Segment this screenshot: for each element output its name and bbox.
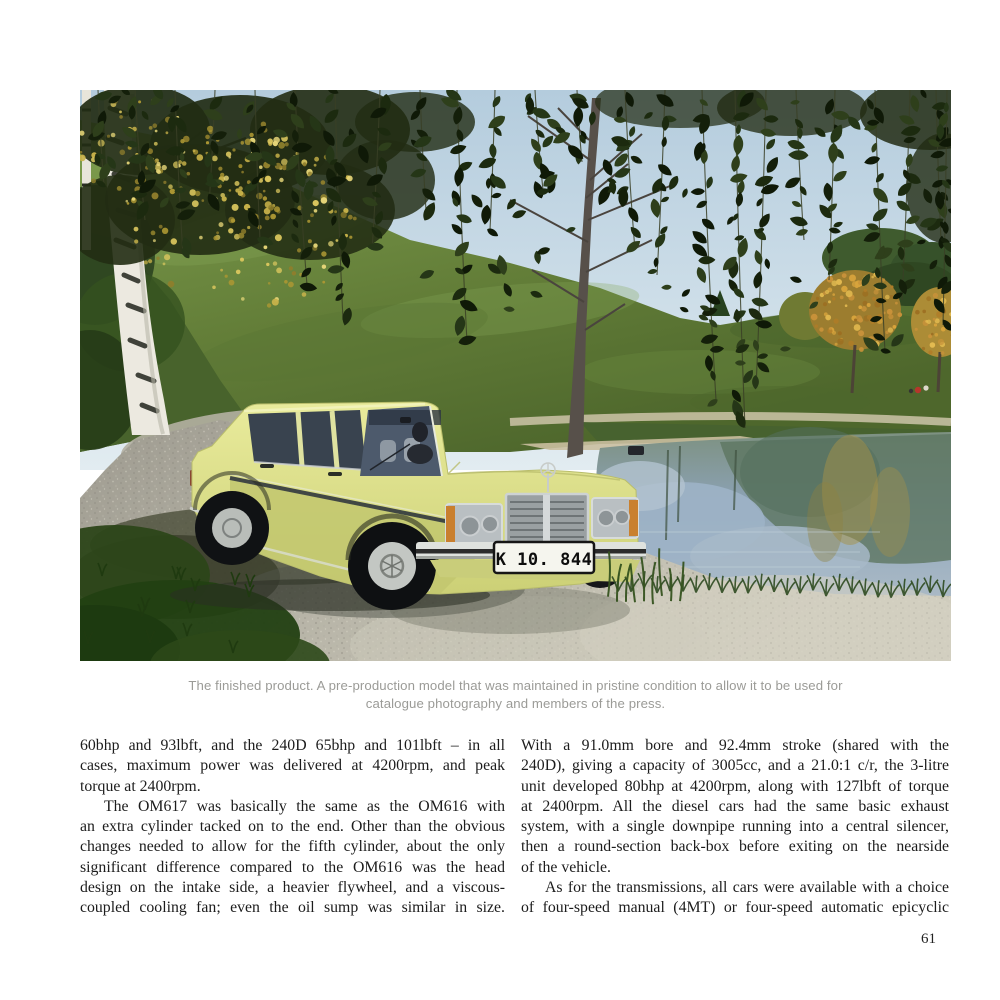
text-line: The OM617 was basically the same as the OM616 with (104, 797, 505, 815)
text-line: significant difference compared to the OM616 was the head (80, 858, 505, 876)
text-line: 60bhp and 93lbft, and the 240D 65bhp and 101lbft – in all (80, 737, 505, 754)
text-line: unit developed 80bhp at 4200rpm, along with 127lbft of torque (521, 777, 949, 795)
front-grille (506, 494, 588, 544)
caption-line: The finished product. A pre-production model that was maintained in pristine condition to allow it to be used for (188, 678, 843, 693)
side-windows (248, 410, 366, 470)
body-text-left-column (80, 736, 505, 919)
license-plate-text: K 10. 844 (495, 550, 593, 570)
driver-silhouette (412, 422, 428, 442)
text-line: 240D), giving a capacity of 3005cc, and a 21.0:1 c/r, the 3-litre (521, 757, 949, 775)
text-line: system, with a single downpipe running into a central silencer, (521, 818, 949, 836)
front-wheel (348, 522, 436, 610)
text-line: at 2400rpm. All the diesel cars had the same basic exhaust (521, 797, 949, 815)
caption-line: catalogue photography and members of the press. (365, 695, 666, 711)
text-line: cases, maximum power was delivered at 4200rpm, and peak (80, 757, 505, 775)
text-line: With a 91.0mm bore and 92.4mm stroke (shared with the (521, 737, 949, 754)
text-line: of four-speed manual (4MT) or four-speed automatic epicyclic (521, 899, 949, 917)
text-line: changes needed to allow for the fifth cylinder, about the only (80, 838, 505, 856)
text-line: of the vehicle. (521, 858, 611, 876)
rear-wheel (195, 491, 269, 565)
body-text-right-column (521, 736, 949, 919)
photo-illustration (80, 90, 951, 661)
lakeside-car-photo (80, 90, 951, 661)
headlight-left (446, 504, 502, 546)
text-line: coupled cooling fan; even the oil sump was similar in size. (80, 899, 505, 917)
door-mirror (628, 446, 644, 455)
license-plate (494, 542, 594, 573)
text-line: then a round-section back-box before exiting on the nearside (521, 838, 949, 856)
text-line: design on the intake side, a heavier flywheel, and a viscous- (80, 879, 505, 897)
text-line: an extra cylinder tacked on to the end. Other than the obvious (80, 818, 505, 836)
photo-caption (80, 677, 951, 712)
headlight-right (592, 498, 638, 538)
page-number: 61 (921, 931, 936, 947)
text-line: As for the transmissions, all cars were available with a choice (545, 879, 949, 897)
text-line: torque at 2400rpm. (80, 777, 201, 795)
